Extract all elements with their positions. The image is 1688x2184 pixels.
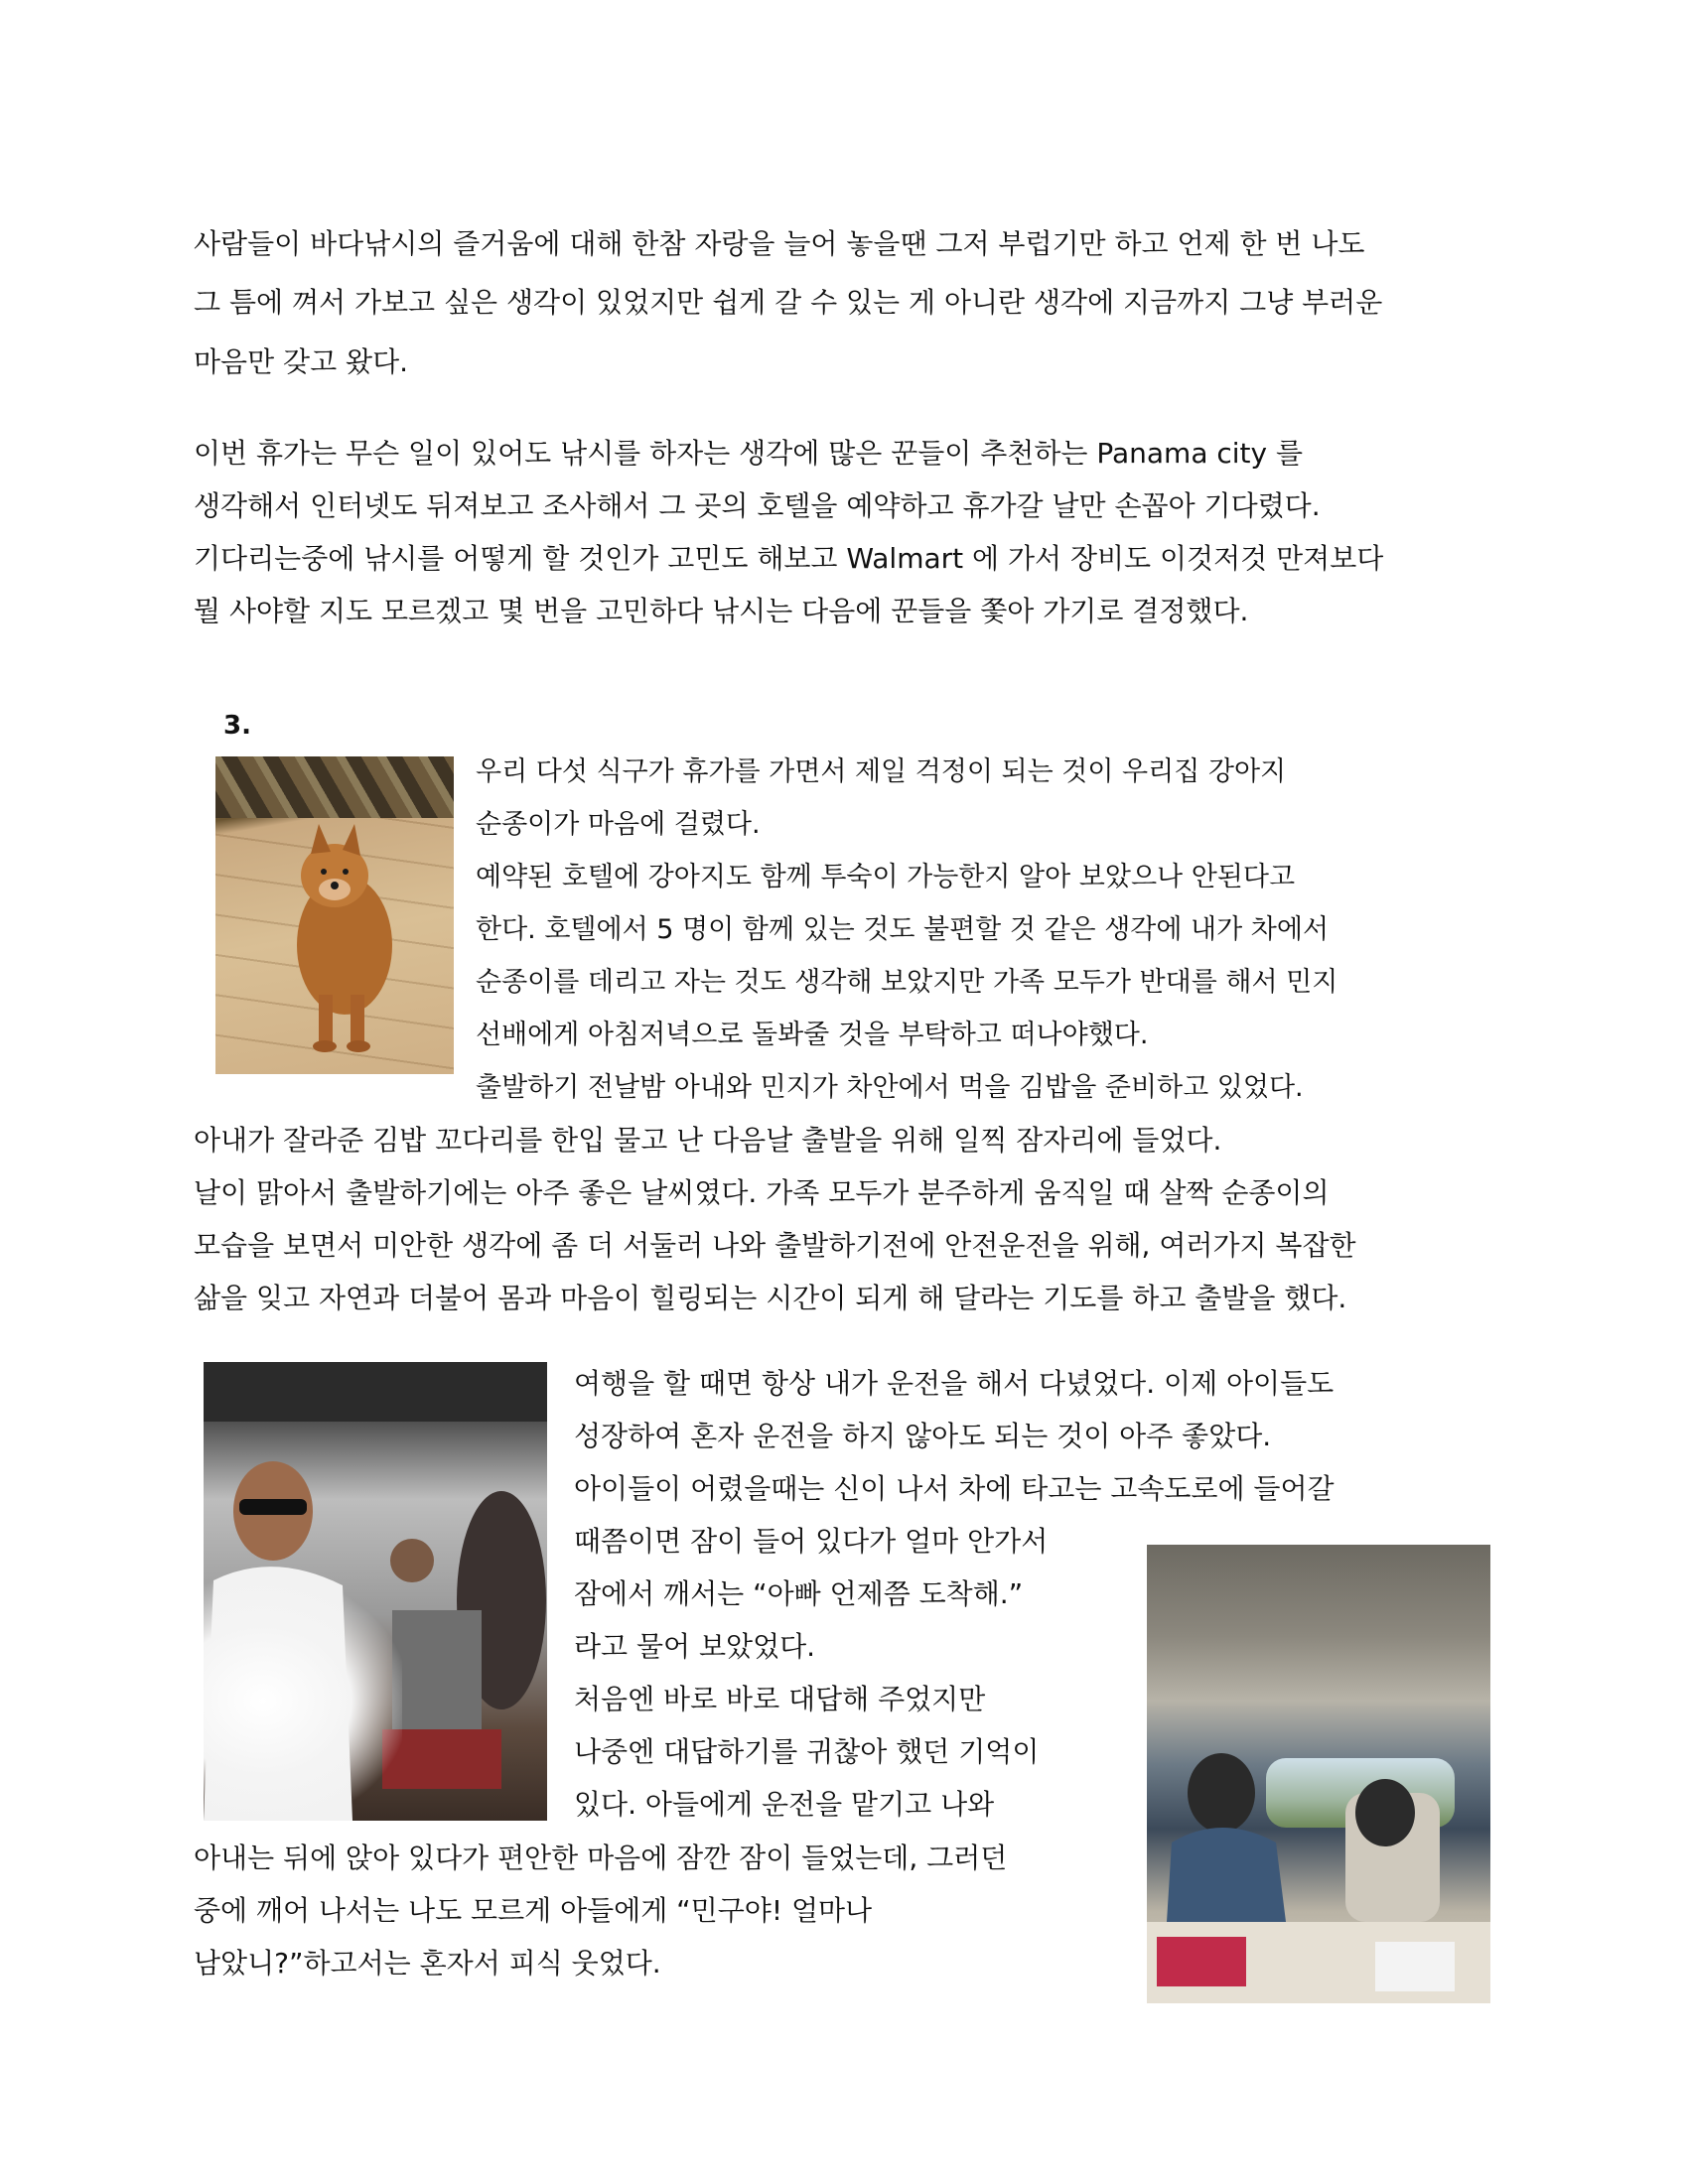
departure-line-2: 날이 맑아서 출발하기에는 아주 좋은 날씨였다. 가족 모두가 분주하게 움직일 때 살짝 순종이의 — [194, 1176, 1330, 1209]
plan-line-2: 생각해서 인터넷도 뒤져보고 조사해서 그 곳의 호텔을 예약하고 휴가갈 날만 손꼽아 기다렸다. — [194, 489, 1321, 522]
driving-photo — [1147, 1545, 1490, 2003]
dog-line-2: 순종이가 마음에 걸렸다. — [476, 809, 761, 840]
driving-line-6: 라고 물어 보았었다. — [574, 1630, 816, 1663]
dog-line-7: 출발하기 전날밤 아내와 민지가 차안에서 먹을 김밥을 준비하고 있었다. — [476, 1072, 1304, 1103]
dog-line-4: 한다. 호텔에서 5 명이 함께 있는 것도 불편할 것 같은 생각에 내가 차에서 — [476, 914, 1330, 945]
driving-illustration — [1147, 1545, 1490, 2003]
driving-line-7: 처음엔 바로 바로 대답해 주었지만 — [574, 1683, 986, 1715]
driving-line-5: 잠에서 깨서는 “아빠 언제쯤 도착해.” — [574, 1577, 1024, 1610]
dog-illustration — [215, 756, 454, 1074]
plan-line-3: 기다리는중에 낚시를 어떻게 할 것인가 고민도 해보고 Walmart 에 가서 장비도 이것저것 만져보다 — [194, 542, 1384, 575]
ending-line-1: 아내는 뒤에 앉아 있다가 편안한 마음에 잠깐 잠이 들었는데, 그러던 — [194, 1842, 1008, 1874]
departure-line-4: 삶을 잊고 자연과 더불어 몸과 마음이 힐링되는 시간이 되게 해 달라는 기도를 하고 출발을 했다. — [194, 1282, 1347, 1314]
plan-line-4: 뭘 사야할 지도 모르겠고 몇 번을 고민하다 낚시는 다음에 꾼들을 쫓아 가기로 결정했다. — [194, 595, 1249, 627]
dog-line-5: 순종이를 데리고 자는 것도 생각해 보았지만 가족 모두가 반대를 해서 민지 — [476, 967, 1338, 998]
ending-line-2: 중에 깨어 나서는 나도 모르게 아들에게 “민구야! 얼마나 — [194, 1894, 873, 1927]
intro-line-1: 사람들이 바다낚시의 즐거움에 대해 한참 자랑을 늘어 놓을땐 그저 부럽기만 하고 언제 한 번 나도 — [194, 227, 1365, 260]
car-selfie-photo — [204, 1362, 547, 1821]
driving-line-2: 성장하여 혼자 운전을 하지 않아도 되는 것이 아주 좋았다. — [574, 1420, 1272, 1452]
dog-photo — [215, 756, 454, 1074]
driving-line-3: 아이들이 어렸을때는 신이 나서 차에 타고는 고속도로에 들어갈 — [574, 1472, 1335, 1505]
driving-line-9: 있다. 아들에게 운전을 맡기고 나와 — [574, 1788, 995, 1821]
dog-line-3: 예약된 호텔에 강아지도 함께 투숙이 가능한지 알아 보았으나 안된다고 — [476, 862, 1296, 892]
ending-line-3: 남았니?”하고서는 혼자서 피식 웃었다. — [194, 1947, 661, 1979]
departure-line-3: 모습을 보면서 미안한 생각에 좀 더 서둘러 나와 출발하기전에 안전운전을 위해, 여러가지 복잡한 — [194, 1229, 1356, 1262]
light-glare — [204, 1580, 402, 1821]
driving-line-1: 여행을 할 때면 항상 내가 운전을 해서 다녔었다. 이제 아이들도 — [574, 1367, 1335, 1400]
dog-line-6: 선배에게 아침저녁으로 돌봐줄 것을 부탁하고 떠나야했다. — [476, 1020, 1149, 1050]
driving-line-8: 나중엔 대답하기를 귀찮아 했던 기억이 — [574, 1735, 1040, 1768]
departure-line-1: 아내가 잘라준 김밥 꼬다리를 한입 물고 난 다음날 출발을 위해 일찍 잠자리에 들었다. — [194, 1124, 1222, 1157]
driving-line-4: 때쯤이면 잠이 들어 있다가 얼마 안가서 — [574, 1525, 1049, 1558]
dog-line-1: 우리 다섯 식구가 휴가를 가면서 제일 걱정이 되는 것이 우리집 강아지 — [476, 756, 1287, 787]
intro-line-2: 그 틈에 껴서 가보고 싶은 생각이 있었지만 쉽게 갈 수 있는 게 아니란 생각에 지금까지 그냥 부러운 — [194, 286, 1383, 319]
section-number: 3. — [223, 711, 251, 741]
plan-line-1: 이번 휴가는 무슨 일이 있어도 낚시를 하자는 생각에 많은 꾼들이 추천하는 Panama city 를 — [194, 437, 1304, 470]
intro-line-3: 마음만 갖고 왔다. — [194, 345, 409, 378]
